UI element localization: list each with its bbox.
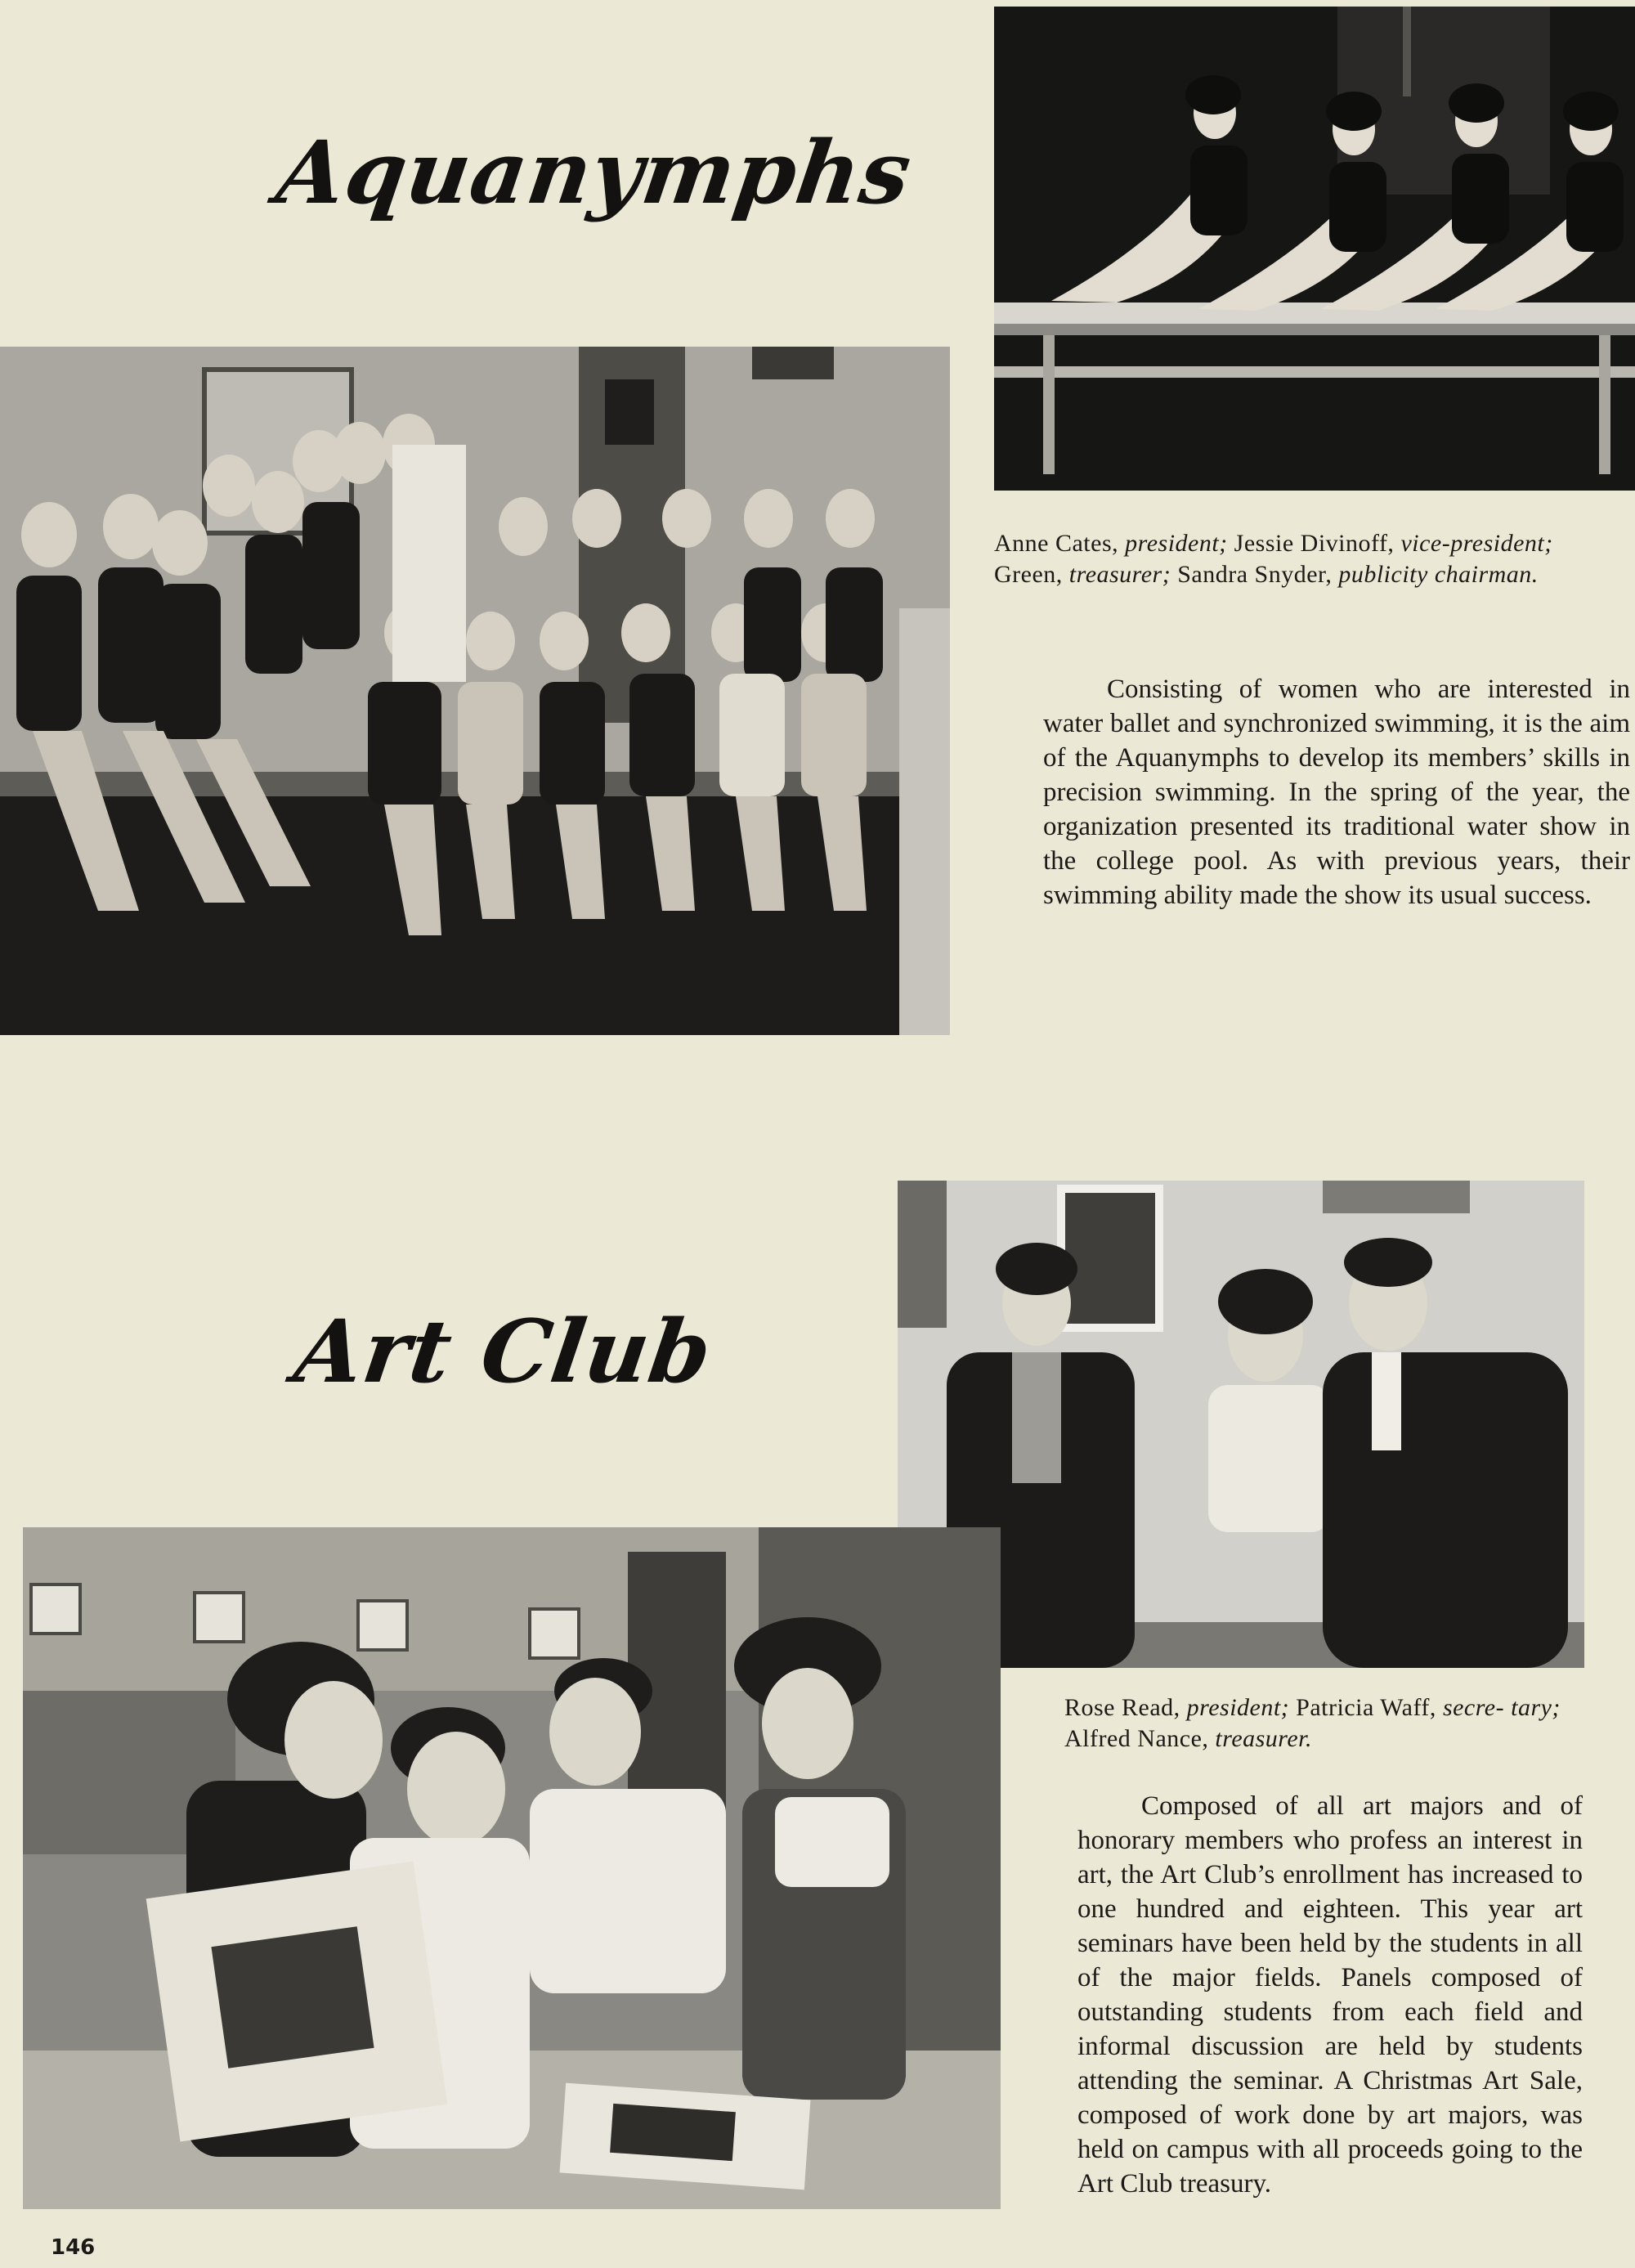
page-number: 146 — [51, 2235, 96, 2260]
art-club-officers-caption: Rose Read, president; Patricia Waff, secre- tary; Alfred Nance, treasurer. — [1064, 1694, 1561, 1752]
aquanymphs-description: Consisting of women who are interested in water ballet and synchronized swimming, it is the aim of the Aquanymphs to develop its members’ skills in precision swimming. In the spring of the year, the organization presented its traditional water show in the college pool. As with previous years, their swimming ability made the show its usual success. — [1043, 675, 1630, 910]
art-club-officers-photo — [898, 1181, 1584, 1668]
aquanymphs-heading: Aquanymphs — [271, 121, 918, 223]
aquanymphs-caption-line-1: Anne Cates, president; Jessie Divinoff, vice-president; — [994, 530, 1553, 557]
art-club-heading: Art Club — [289, 1300, 719, 1402]
aquanymphs-group-photo — [0, 347, 950, 1035]
aquanymphs-officers-caption — [994, 528, 1635, 590]
aquanymphs-officers-photo — [994, 7, 1635, 491]
aquanymphs-caption-line-2: Green, treasurer; Sandra Snyder, publicity chairman. — [994, 561, 1539, 588]
art-club-description: Composed of all art majors and of honorary members who profess an interest in art, the Art Club’s enrollment has increased to one hundred and eighteen. This year art seminars have been held by the students in all of the major fields. Panels composed of outstanding students from each field and informal discussion are held by students attending the seminar. A Christmas Art Sale, composed of work done by art majors, was held on campus with all proceeds going to the Art Club treasury. — [1077, 1791, 1583, 2199]
art-club-group-photo — [23, 1527, 1001, 2209]
